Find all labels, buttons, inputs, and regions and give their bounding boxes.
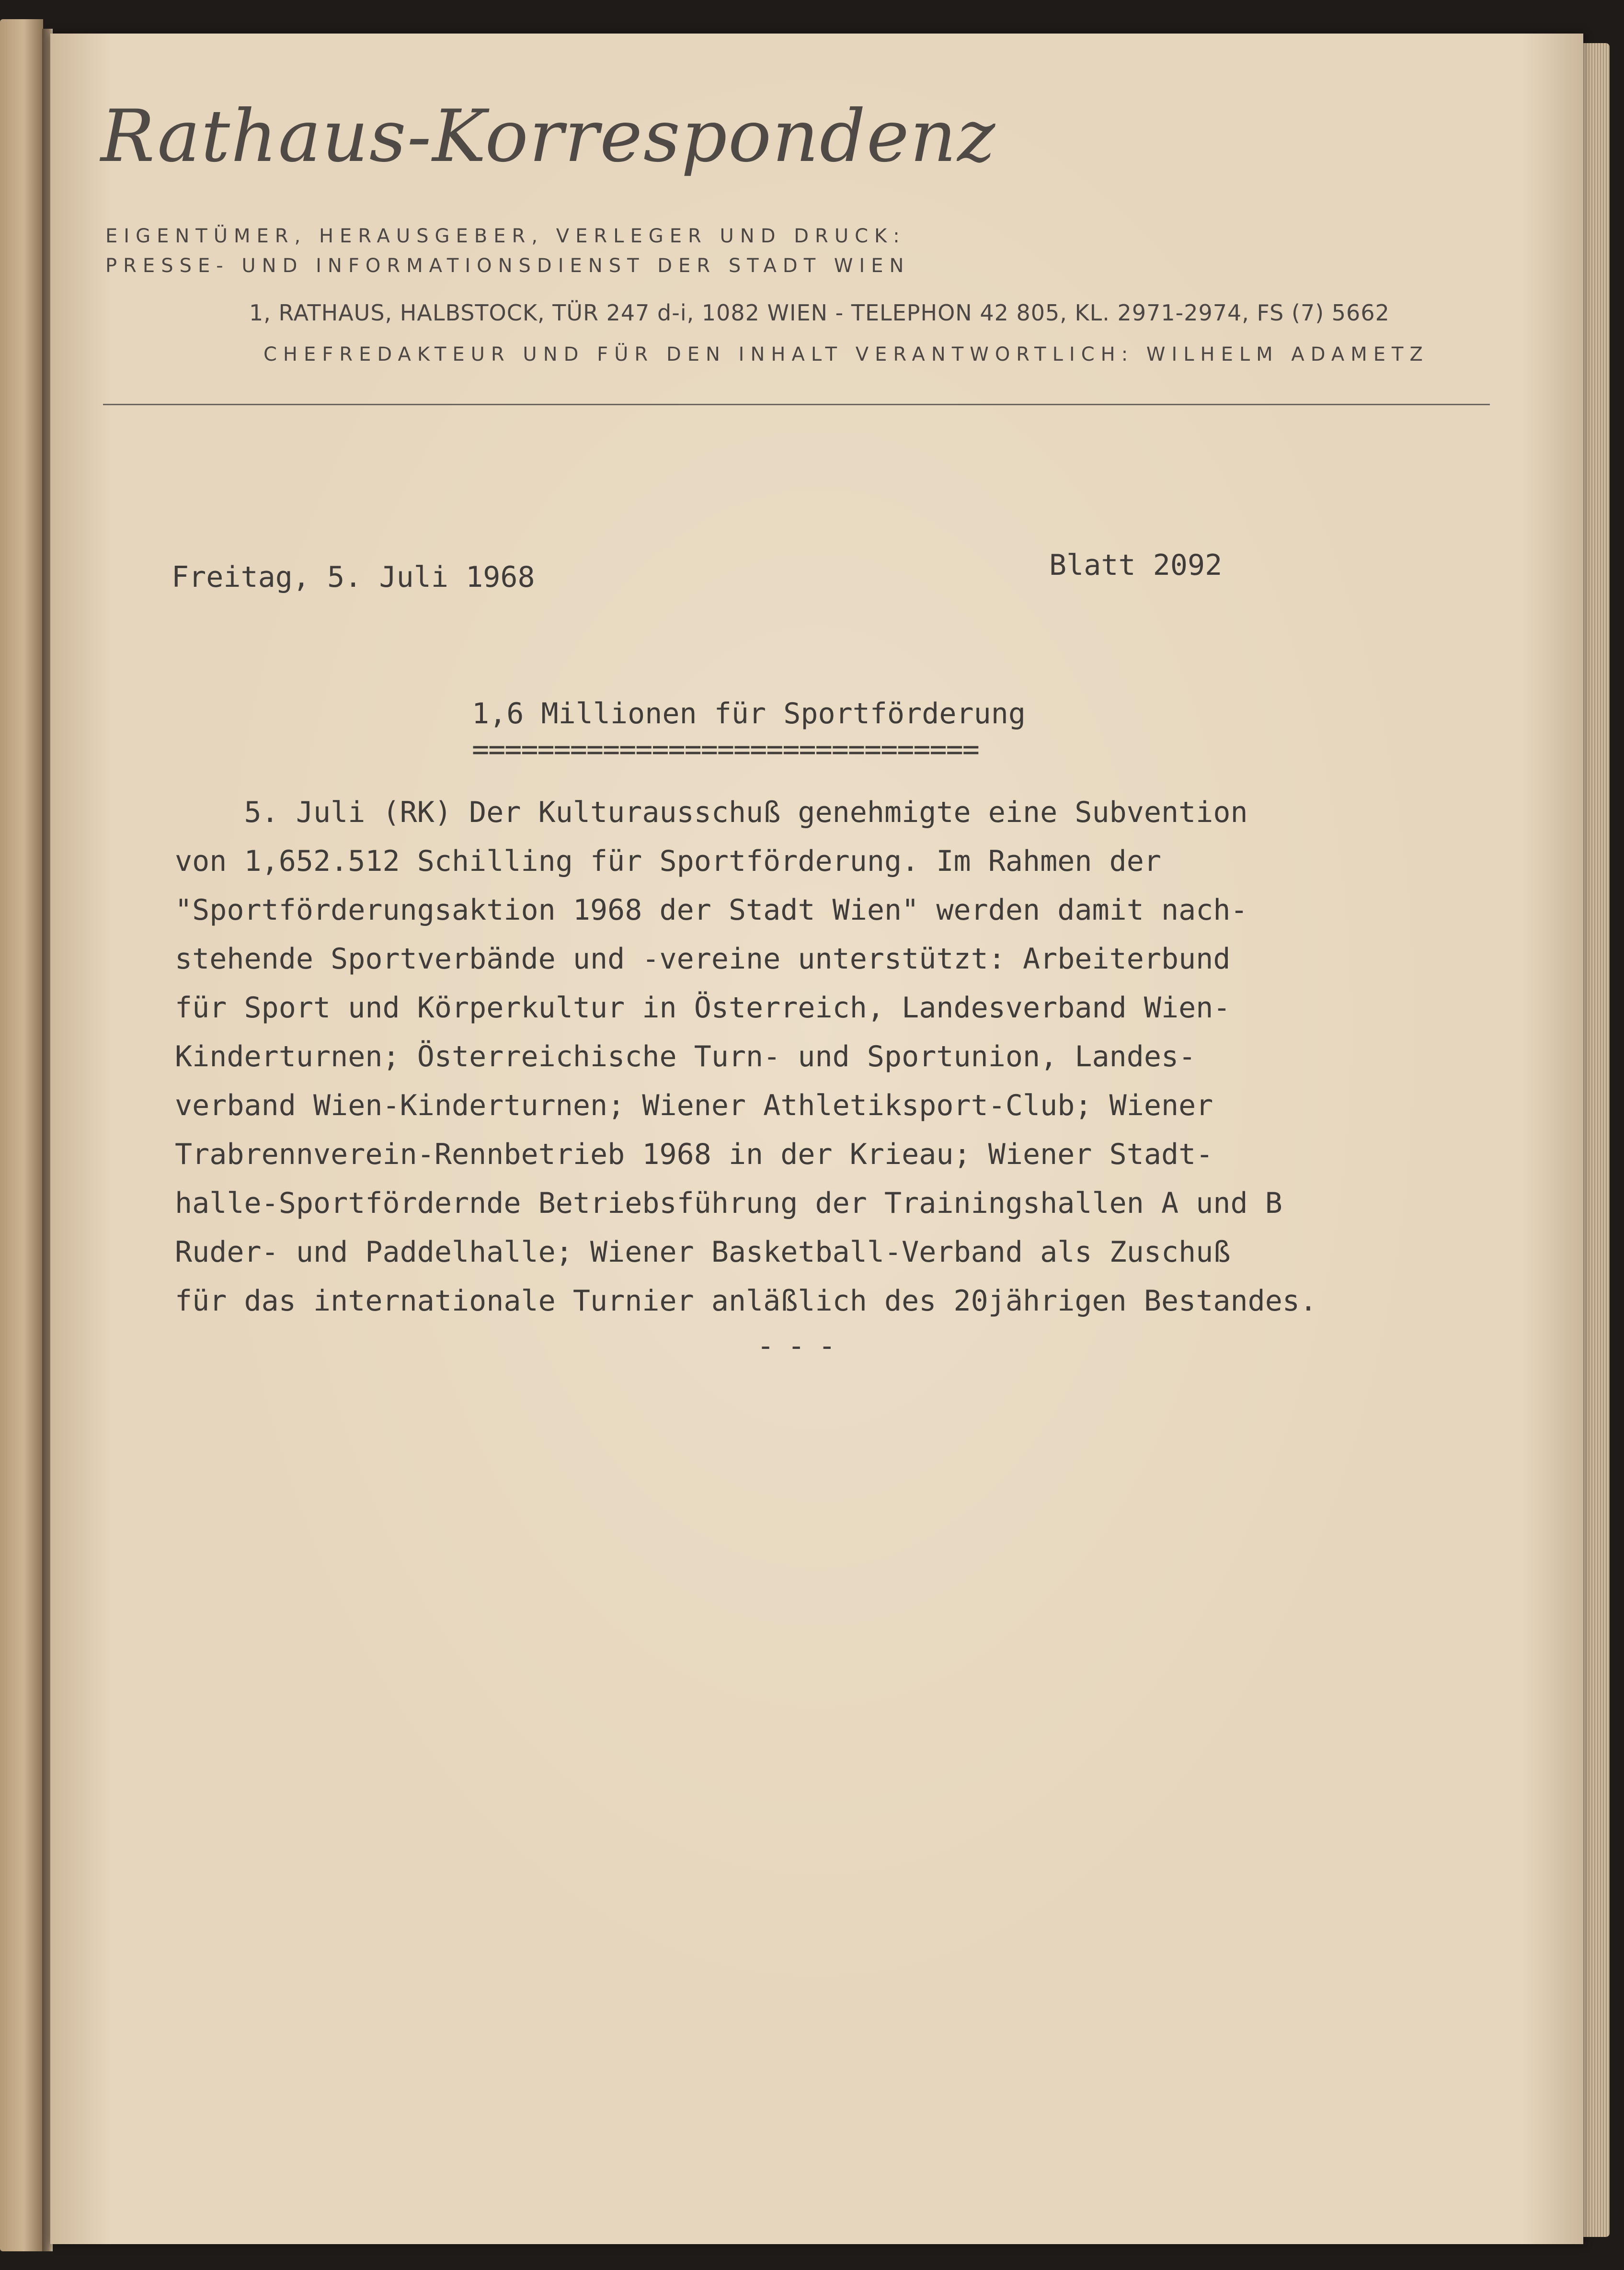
masthead-address-line: 1, RATHAUS, HALBSTOCK, TÜR 247 d-i, 1082 WIEN - TELEPHON 42 805, KL. 2971-2974, FS (7) 5662	[249, 300, 1390, 326]
body-line: verband Wien-Kinderturnen; Wiener Athletiksport-Club; Wiener	[175, 1089, 1213, 1122]
masthead-owner-line-2: PRESSE- UND INFORMATIONSDIENST DER STADT WIEN	[105, 255, 910, 277]
sheet-number: Blatt 2092	[1049, 548, 1223, 582]
document-date: Freitag, 5. Juli 1968	[172, 560, 535, 594]
body-line: für Sport und Körperkultur in Österreich, Landesverband Wien-	[175, 991, 1231, 1025]
body-line: "Sportförderungsaktion 1968 der Stadt Wien" werden damit nach-	[175, 893, 1248, 927]
masthead-editor-line: CHEFREDAKTEUR UND FÜR DEN INHALT VERANTWORTLICH: WILHELM ADAMETZ	[263, 343, 1429, 365]
masthead-divider	[103, 404, 1490, 405]
body-line: von 1,652.512 Schilling für Sportförderung. Im Rahmen der	[175, 844, 1162, 878]
body-line: Ruder- und Paddelhalle; Wiener Basketball-Verband als Zuschuß	[175, 1235, 1231, 1269]
body-line: halle-Sportfördernde Betriebsführung der Trainingshallen A und B	[175, 1186, 1282, 1220]
masthead-owner-line-1: EIGENTÜMER, HERAUSGEBER, VERLEGER UND DRUCK:	[105, 225, 906, 247]
body-line: 5. Juli (RK) Der Kulturausschuß genehmigte eine Subvention	[175, 796, 1248, 829]
headline: 1,6 Millionen für Sportförderung	[472, 697, 1026, 730]
article-body	[175, 788, 1526, 1325]
end-mark: ---	[757, 1329, 849, 1363]
previous-page-edge	[0, 19, 43, 2251]
page-stack-edges	[1581, 43, 1610, 2237]
body-line: Kinderturnen; Österreichische Turn- und Sportunion, Landes-	[175, 1040, 1196, 1073]
body-line: für das internationale Turnier anläßlich des 20jährigen Bestandes.	[175, 1284, 1317, 1318]
body-line: stehende Sportverbände und -vereine unterstützt: Arbeiterbund	[175, 942, 1231, 976]
body-line: Trabrennverein-Rennbetrieb 1968 in der Krieau; Wiener Stadt-	[175, 1138, 1213, 1171]
masthead-title: Rathaus-Korrespondenz	[101, 95, 996, 178]
headline-underline: ===============================	[472, 733, 979, 766]
